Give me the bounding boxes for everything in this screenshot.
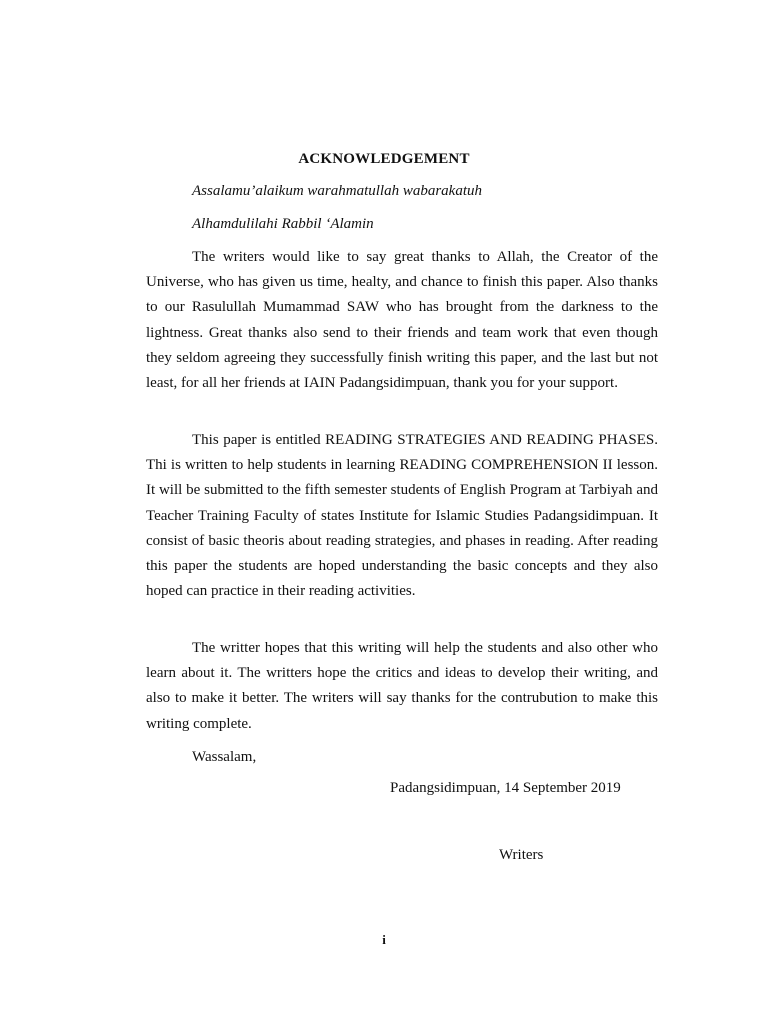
signer: Writers bbox=[499, 847, 544, 863]
page-title: ACKNOWLEDGEMENT bbox=[298, 151, 470, 167]
greeting-salam: Assalamu’alaikum warahmatullah wabarakatuh bbox=[192, 183, 483, 199]
greeting-hamdalah: Alhamdulilahi Rabbil ‘Alamin bbox=[192, 216, 374, 232]
paragraph-paper-description: This paper is entitled READING STRATEGIES AND READING PHASES. Thi is written to help students in learning READING COMPREHENSION II lesson. It will be submitted to the fifth semester students of English Program at Tarbiyah and Teacher Training Faculty of states Institute for Islamic Studies Padangsidimpuan. It consist of basic theoris about reading strategies, and phases in reading. After reading this paper the students are hoped understanding the basic concepts and they also hoped can practice in their reading activities. bbox=[146, 432, 658, 600]
paragraph-hopes: The writter hopes that this writing will help the students and also other who learn about it. The writters hope the critics and ideas to develop their writing, and also to make it better. The writers will say thanks for the contrubution to make this writing complete. bbox=[146, 640, 658, 732]
paragraph-thanks: The writers would like to say great thanks to Allah, the Creator of the Universe, who has given us time, healty, and chance to finish this paper. Also thanks to our Rasulullah Mumammad SAW who has brought from the darkness to the lightness. Great thanks also send to their friends and team work that even though they seldom agreeing they successfully finish writing this paper, and the last but not least, for all her friends at IAIN Padangsidimpuan, thank you for your support. bbox=[146, 249, 658, 392]
page-number: i bbox=[382, 932, 386, 947]
place-date: Padangsidimpuan, 14 September 2019 bbox=[390, 780, 621, 796]
closing-salutation: Wassalam, bbox=[192, 749, 257, 765]
